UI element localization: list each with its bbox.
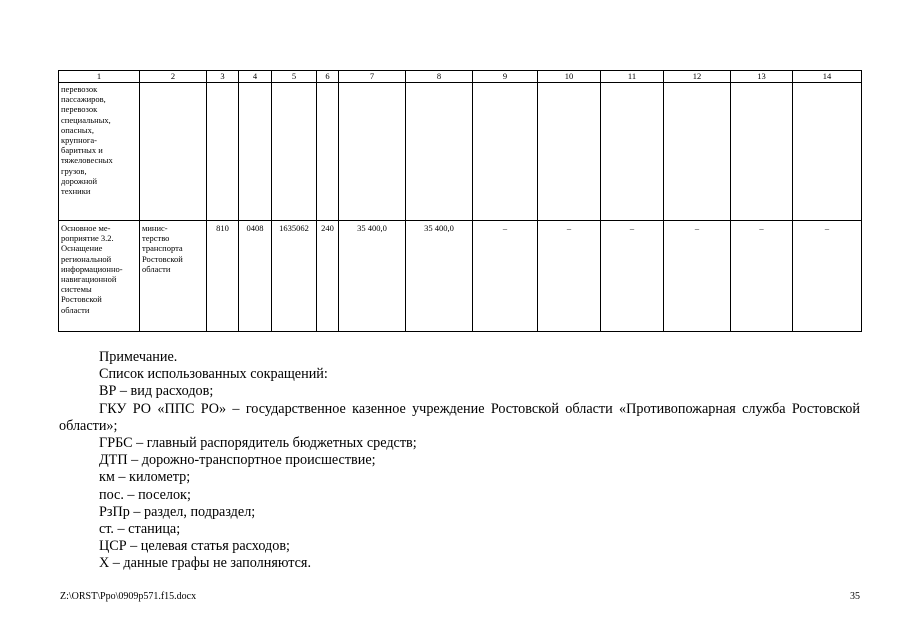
column-header: 7 (339, 71, 406, 83)
table-cell (317, 83, 339, 221)
column-header: 14 (793, 71, 862, 83)
table-cell (601, 83, 664, 221)
column-header: 8 (406, 71, 473, 83)
column-header: 1 (59, 71, 140, 83)
table-cell (207, 83, 239, 221)
abbreviation-item: ГРБС – главный распорядитель бюджетных средств; (99, 435, 417, 452)
page-number: 35 (850, 591, 860, 602)
table-cell: минис- терство транспорта Ростовской области (140, 221, 207, 332)
column-header: 4 (239, 71, 272, 83)
abbreviation-item: км – километр; (99, 469, 191, 486)
abbreviation-item: РзПр – раздел, подраздел; (99, 503, 256, 520)
notes-title: Примечание. (99, 349, 178, 365)
column-header: 5 (272, 71, 317, 83)
table-cell: – (793, 221, 862, 332)
table-cell (793, 83, 862, 221)
abbreviations-list-title: Список использованных сокращений: (99, 366, 328, 383)
data-table (58, 70, 862, 332)
table-cell (339, 83, 406, 221)
table-cell (239, 83, 272, 221)
table-cell: 0408 (239, 221, 272, 332)
table-cell (406, 83, 473, 221)
abbreviation-item: ЦСР – целевая статья расходов; (99, 538, 290, 555)
table-row (59, 221, 862, 332)
table-cell: – (473, 221, 538, 332)
column-header: 3 (207, 71, 239, 83)
table-cell (272, 83, 317, 221)
table-cell: 240 (317, 221, 339, 332)
notes-section (59, 349, 860, 573)
abbreviation-item: Х – данные графы не заполняются. (99, 555, 311, 572)
column-header: 13 (731, 71, 793, 83)
abbreviation-item: ВР – вид расходов; (99, 383, 214, 400)
table-cell: перевозок пассажиров, перевозок специальных, опасных, крупнога- баритных и тяжеловесных грузов, дорожной техники (59, 83, 140, 221)
table-cell: 1635062 (272, 221, 317, 332)
abbreviation-item: ДТП – дорожно-транспортное происшествие; (99, 452, 376, 469)
table-header-row (59, 71, 862, 83)
table-cell: Основное ме- роприятие 3.2. Оснащение региональной информационно- навигационной системы Ростовской области (59, 221, 140, 332)
table-cell: – (731, 221, 793, 332)
abbreviation-item: ГКУ РО «ППС РО» – государственное казенное учреждение Ростовской области «Противопожарная служба Ростовской области»; (59, 400, 860, 434)
table-cell (140, 83, 207, 221)
column-header: 2 (140, 71, 207, 83)
table-cell: 35 400,0 (406, 221, 473, 332)
column-header: 12 (664, 71, 731, 83)
footer-file-path: Z:\ORST\Ppo\0909p571.f15.docx (60, 591, 197, 602)
table-cell: – (664, 221, 731, 332)
column-header: 6 (317, 71, 339, 83)
table-cell (538, 83, 601, 221)
table-cell (731, 83, 793, 221)
table-cell: 810 (207, 221, 239, 332)
column-header: 11 (601, 71, 664, 83)
table-cell (664, 83, 731, 221)
table-row (59, 83, 862, 221)
column-header: 10 (538, 71, 601, 83)
table-cell: 35 400,0 (339, 221, 406, 332)
table-cell: – (538, 221, 601, 332)
abbreviation-item: пос. – поселок; (99, 486, 191, 503)
column-header: 9 (473, 71, 538, 83)
table-cell: – (601, 221, 664, 332)
table-cell (473, 83, 538, 221)
abbreviation-item: ст. – станица; (99, 521, 181, 538)
